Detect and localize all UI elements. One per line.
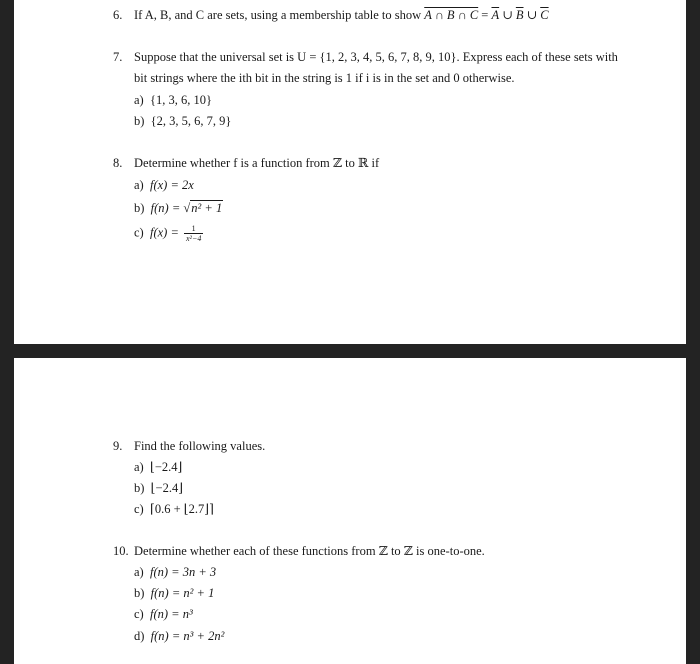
radicand: n² + 1 (191, 201, 223, 215)
question-text (134, 7, 549, 23)
complement-b: $\overline{B}$ (515, 8, 524, 22)
question-text: Find the following values. (134, 439, 266, 453)
question-number: 7. (113, 50, 123, 64)
list-item (134, 480, 183, 496)
list-item (134, 501, 214, 517)
item-label: c) (134, 502, 144, 516)
item-value: f(x) = 2x (149, 178, 194, 192)
document-page-2 (14, 358, 686, 664)
item-label: b) (134, 481, 145, 495)
item-label: a) (134, 565, 144, 579)
question-number: 10. (113, 544, 129, 558)
item-label: b) (134, 114, 145, 128)
item-label: b) (134, 201, 145, 215)
question-text-line-2: bit strings where the ith bit in the string is 1 if i is in the set and 0 otherwise. (134, 71, 515, 85)
list-item (134, 606, 193, 622)
question-text: Determine whether each of these functions from ℤ to ℤ is one-to-one. (134, 544, 485, 558)
list-item (134, 177, 194, 193)
list-item (134, 459, 182, 475)
complement-a: $\overline{A}$ (491, 8, 500, 22)
square-root (190, 200, 223, 216)
function-prefix: f(x) = (149, 225, 182, 240)
question-number: 8. (113, 156, 123, 170)
question-number: 6. (113, 8, 123, 22)
complement-c: $\overline{C}$ (540, 8, 549, 22)
union-sign: ∪ (499, 8, 516, 22)
equals-sign: = (478, 8, 492, 22)
fraction-denominator: x²−4 (186, 234, 202, 243)
item-label: a) (134, 178, 144, 192)
fraction (184, 224, 203, 243)
list-item (134, 200, 223, 216)
list-item (134, 628, 224, 644)
item-label: a) (134, 460, 144, 474)
document-page-1 (14, 0, 686, 344)
item-label: a) (134, 93, 144, 107)
item-value: ⌊−2.4⌋ (150, 481, 184, 495)
item-value: ⌈0.6 + ⌊2.7⌋⌉ (149, 502, 215, 516)
item-label: c) (134, 607, 144, 621)
item-value: {1, 3, 6, 10} (149, 93, 212, 107)
item-value: f(n) = n² + 1 (150, 586, 215, 600)
item-value: f(n) = n³ + 2n² (150, 629, 225, 643)
function-prefix: f(n) = √ (150, 201, 191, 215)
fraction-numerator: 1 (184, 224, 203, 234)
item-value: ⌊−2.4⌋ (149, 460, 183, 474)
list-item (134, 564, 216, 580)
list-item (134, 224, 203, 243)
union-sign: ∪ (523, 8, 541, 22)
item-label: b) (134, 586, 145, 600)
question-text: Determine whether f is a function from ℤ to ℝ if (134, 156, 380, 170)
item-label: d) (134, 629, 145, 643)
set-expression-lhs: A ∩ B ∩ C (424, 8, 479, 22)
question-6-prompt: If A, B, and C are sets, using a membership table to show (134, 8, 425, 22)
list-item (134, 113, 231, 129)
question-text-line-1: Suppose that the universal set is U = {1, 2, 3, 4, 5, 6, 7, 8, 9, 10}. Express each of these sets with (134, 50, 618, 64)
question-number: 9. (113, 439, 123, 453)
item-value: f(n) = 3n + 3 (149, 565, 217, 579)
item-label: c) (134, 225, 144, 240)
item-value: {2, 3, 5, 6, 7, 9} (150, 114, 232, 128)
list-item (134, 585, 214, 601)
list-item (134, 92, 212, 108)
item-value: f(n) = n³ (149, 607, 193, 621)
